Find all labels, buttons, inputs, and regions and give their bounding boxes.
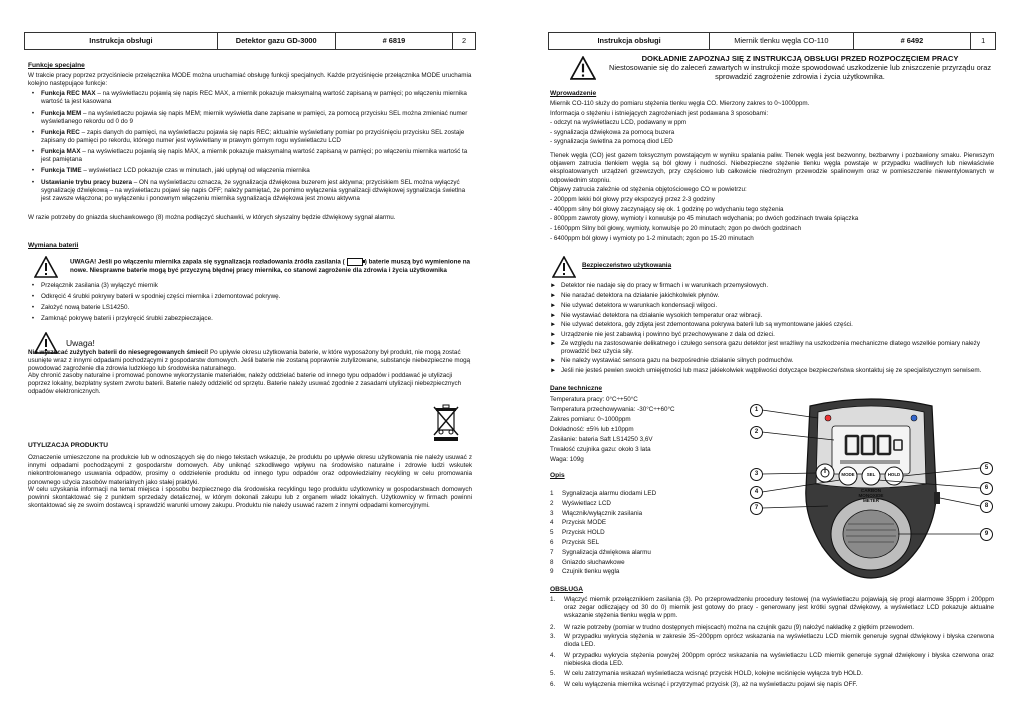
function-desc: – na wyświetlaczu pojawia się napis MEM; miernik wyświetla dane zapisane w pamięci, za pomocą przycisku SEL można zmieniać numer wyświetlanego rekordu od 0 do 9 (41, 110, 468, 126)
safety-item-text: Nie używać detektora w warunkach kondensacji wilgoci. (561, 302, 718, 309)
opis-number: 9 (550, 568, 554, 576)
bullet-icon: • (31, 179, 35, 186)
opis-number: 7 (550, 548, 554, 556)
top-warning-icon (570, 56, 596, 80)
obsluga-number: 3. (550, 633, 556, 640)
bullet-icon: • (31, 167, 35, 174)
function-item (28, 148, 472, 164)
safety-item (550, 302, 994, 310)
hold-button[interactable]: HOLD (887, 472, 901, 477)
arrow-bullet-icon: ► (550, 340, 557, 347)
header-title: Instrukcja obsługi (25, 33, 218, 49)
function-item (28, 129, 472, 145)
function-text (41, 129, 472, 145)
opis-number: 6 (550, 539, 554, 546)
opis-text: Przycisk HOLD (562, 529, 605, 537)
opis-number: 5 (550, 529, 554, 537)
header-page-number: 2 (462, 36, 467, 46)
function-text (41, 179, 472, 204)
battery-step (28, 282, 472, 290)
bullet-icon: • (31, 129, 35, 136)
obsluga-number: 6. (550, 681, 556, 688)
objawy-line: Objawy zatrucia zależnie od stężenia objętościowego CO w powietrzu: (550, 186, 747, 193)
opis-number: 8 (550, 558, 554, 566)
utylizacja-title: UTYLIZACJA PRODUKTU (28, 442, 108, 449)
function-desc: – na wyświetlaczu pojawią się napis REC MAX, a miernik pokazuje maksymalną wartość zapisaną w pamięci; po włączeniu miernika wartość ta jest kasowana (41, 90, 467, 106)
wymiana-warning-part-a: UWAGA! Jeśli po włączeniu miernika zapala się sygnalizacja rozładowania źródła zasilania ( (70, 258, 345, 266)
obsluga-number: 5. (550, 670, 556, 677)
wymiana-warning-part-b: ) baterie muszą być wymienione na nowe. Niesprawne baterie mogą być przyczyną błędnej pracy miernika, co stanowi zagrożenie dla zdrowia i życia użytkownika (70, 258, 471, 274)
opis-item (550, 500, 611, 508)
right-header (548, 32, 996, 50)
bullet-icon: • (31, 282, 35, 289)
arrow-bullet-icon: ► (550, 357, 557, 364)
arrow-bullet-icon: ► (550, 302, 557, 309)
header-page-number: 1 (981, 36, 986, 46)
uwaga-label: Uwaga! (66, 338, 95, 348)
header-code: # 6819 (336, 33, 454, 49)
header-product: Detektor gazu GD-3000 (218, 33, 336, 49)
objawy-line: - 1600ppm Silny ból głowy, wymioty, konwulsje po 20 minutach; zgon po dwóch godzinach (550, 225, 802, 233)
device-label-meter: METER (862, 498, 880, 504)
obsluga-text: W celu wyłączenia miernika wcisnąć i przytrzymać przycisk (3), aż na wyświetlaczu pojawi się napis OFF. (564, 681, 858, 688)
obsluga-item (550, 652, 994, 668)
opis-text: Wyświetlacz LCD (562, 499, 611, 507)
bezp-title: Bezpieczeństwo użytkowania (582, 262, 672, 269)
callout-5: 5 (980, 462, 993, 475)
callout-6: 6 (980, 482, 993, 495)
obsluga-text: W celu zatrzymania wskazań wyświetlacza wcisnąć przycisk HOLD, kolejne wciśnięcie wyłącza tryb HOLD. (564, 670, 863, 677)
arrow-bullet-icon: ► (550, 331, 557, 338)
safety-item (550, 357, 994, 365)
obsluga-text: Włączyć miernik przełącznikiem zasilania (3). Po przeprowadzeniu procedury testowej (na wyświetlaczu pojawiają się progi alarmowe 35ppm i 200ppm oraz zegar odliczający od 30 do 0) miernik jest gotowy do pracy - generowany jest krótki sygnał dźwiękowy, a wyświetlacz LCD pokazuje aktualne wskazanie stężenia tlenku węgla w ppm. (564, 596, 994, 620)
obsluga-text: W przypadku wykrycia stężenia powyżej 200ppm oprócz wskazania na wyświetlaczu LCD miernik generuje sygnał dźwiękowy i błyska czerwona oraz niebieska dioda LED. (564, 652, 994, 668)
function-text (41, 167, 472, 175)
objawy-line: - 200ppm lekki ból głowy przy ekspozycji przez 2-3 godziny (550, 195, 715, 203)
safety-item-text: Nie używać detektora, gdy zdjęta jest zdemontowana pokrywa baterii lub są wymontowane jakieś części. (561, 321, 853, 328)
left-header (24, 32, 476, 50)
safety-item (550, 367, 994, 375)
wprowadzenie-title: Wprowadzenie (550, 90, 597, 97)
callout-9: 9 (980, 528, 993, 541)
obsluga-title: OBSŁUGA (550, 586, 583, 593)
intro-line: - sygnalizacja dźwiękowa za pomocą buzera (550, 128, 675, 136)
top-warning-text: Niestosowanie się do zaleceń zawartych w instrukcji może spowodować uszkodzenie lub zniszczenie przyrządu oraz sprowadzić zagrożenie zdrowia i życia użytkownika. (608, 63, 992, 82)
obsluga-item (550, 670, 994, 678)
obsluga-item (550, 596, 994, 621)
safety-item-text: Nie narażać detektora na działanie jakichkolwiek płynów. (561, 292, 720, 299)
funkcje-title: Funkcje specjalne (28, 62, 85, 69)
battery-step (28, 315, 472, 323)
opis-item (550, 490, 656, 498)
safety-item-text: Nie wystawiać detektora na działanie wysokich temperatur oraz wibracji. (561, 312, 763, 319)
header-product: Miernik tlenku węgla CO-110 (710, 33, 853, 49)
callout-8: 8 (980, 500, 993, 513)
opis-text: Sygnalizacja alarmu diodami LED (562, 490, 657, 497)
header-code: # 6492 (854, 33, 972, 49)
safety-item-text: Detektor nie nadaje się do pracy w firmach i w warunkach przemysłowych. (561, 282, 769, 289)
battery-step-text: Przełącznik zasilania (3) wyłączyć miernik (41, 282, 158, 289)
intro-line: - odczyt na wyświetlaczu LCD, podawany w ppm (550, 119, 687, 127)
intro-line: Miernik CO-110 służy do pomiaru stężenia tlenku węgla CO. Mierzony zakres to 0~1000ppm. (550, 100, 810, 107)
funkcje-intro: W trakcie pracy poprzez przyciśniecie przełącznika MODE można uruchamiać obsługę funkcji specjalnych. Każde przyciśnięcie przełącznika MODE uruchamia kolejno następujące funkcje: (28, 72, 472, 88)
function-text (41, 110, 472, 126)
intro-line: Informacja o stężeniu i istniejących zagrożeniach jest podawana 3 sposobami: (550, 109, 769, 117)
sel-button[interactable]: SEL (866, 472, 876, 477)
opis-text: Przycisk MODE (562, 519, 607, 527)
battery-step-text: Założyć nową baterie LS14250. (41, 304, 130, 311)
battery-low-icon (347, 258, 363, 266)
function-desc: – wyświetlacz LCD pokazuje czas w minutach, jaki upłynął od włączenia miernika (81, 167, 310, 174)
uwaga-body: Po upływie okresu użytkowania baterie, w które wyposażony był produkt, nie mogą zostać usunięte wraz z innymi odpadami pochodzącymi z gospodarstw domowych. Jeśli baterie nie zostaną poprawnie zutylizowane, substancje niebezpieczne mogą powodować zagrożenie dla zdrowia ludzkiego lub środowiska naturalnego. (28, 349, 471, 373)
opis-item (550, 529, 605, 537)
bezp-warning-icon (552, 256, 576, 278)
opis-title: Opis (550, 472, 565, 479)
safety-item (550, 312, 994, 320)
opis-item (550, 549, 651, 557)
wymiana-warning (70, 258, 472, 275)
callout-4: 4 (750, 486, 763, 499)
function-item (28, 90, 472, 106)
function-name: Funkcja REC (41, 129, 80, 136)
function-name: Funkcja MAX (41, 148, 81, 155)
spec-line: Trwałość czujnika gazu: około 3 lata (550, 446, 651, 453)
bullet-icon: • (31, 148, 35, 155)
opis-number: 2 (550, 499, 554, 507)
opis-text: Przycisk SEL (562, 539, 600, 546)
warning-icon (34, 256, 58, 278)
safety-item-text: Nie należy wystawiać sensora gazu na bezpośrednie działanie silnych podmuchów. (561, 357, 794, 364)
spec-line: Zasilanie: bateria Saft LS14250 3,6V (550, 436, 653, 443)
uwaga-text2: Aby chronić zasoby naturalne i promować ponowne wykorzystanie materiałów, należy oddzielać baterie od innego typu odpadów i poddawać je utylizacji poprzez lokalny, bezpłatny system zwrotu baterii. Baterie należy oddzielić od sprzętu. Baterie należy usuwać zgodnie z zasadami utylizacji niebezpiecznych odpadów elektronicznych. (28, 372, 462, 396)
opis-item (550, 510, 642, 518)
function-name: Ustawianie trybu pracy buzera (41, 179, 132, 186)
function-desc: – na wyświetlaczu pojawią się napis MAX, a miernik pokazuje maksymalną wartość zapisaną w pamięci; po włączeniu miernika wartość ta jest pamiętana (41, 148, 468, 164)
function-text (41, 90, 472, 106)
utylizacja-text2: W celu uzyskania informacji na temat miejsca i sposobu bezpiecznego dla środowiska recyklingu tego produktu użytkownicy w gospodarstwach domowych powinni skontaktować się z punktem sprzedaży detalicznej, w którym dokonali zakupu lub z organem władz lokalnych. Użytkownicy w firmach powinni skontaktować się ze swoim dostawcą i sprawdzić warunki umowy zakupu. Produktu nie należy usuwać razem z innymi odpadami komercyjnymi. (28, 486, 472, 510)
callout-7: 7 (750, 502, 763, 515)
bullet-icon: • (31, 304, 35, 311)
function-text (41, 148, 472, 164)
device-illustration (748, 396, 994, 580)
opis-item (550, 568, 619, 576)
bullet-icon: • (31, 110, 35, 117)
top-warning-title: DOKŁADNIE ZAPOZNAJ SIĘ Z INSTRUKCJĄ OBSŁUGI PRZED ROZPOCZĘCIEM PRACY (641, 54, 959, 63)
function-item (28, 167, 472, 175)
safety-item (550, 282, 994, 290)
header-title: Instrukcja obsługi (549, 33, 710, 49)
arrow-bullet-icon: ► (550, 292, 557, 299)
function-item (28, 110, 472, 126)
arrow-bullet-icon: ► (550, 367, 557, 374)
obsluga-item (550, 633, 994, 649)
obsluga-number: 2. (550, 624, 556, 631)
function-name: Funkcja MEM (41, 110, 82, 117)
opis-number: 3 (550, 509, 554, 517)
safety-item (550, 292, 994, 300)
opis-item (550, 539, 599, 547)
arrow-bullet-icon: ► (550, 312, 557, 319)
spec-line: Dokładność: ±5% lub ±10ppm (550, 426, 634, 433)
opis-text: Gniazdo słuchawkowe (562, 558, 625, 566)
safety-item (550, 321, 994, 329)
bullet-icon: • (31, 90, 35, 97)
objawy-line: - 6400ppm ból głowy i wymioty po 1-2 minutach; zgon po 15-20 minutach (550, 235, 754, 242)
arrow-bullet-icon: ► (550, 282, 557, 289)
uwaga-bold: Nie wyrzucać zużytych baterii do niesegregowanych śmieci! (28, 349, 209, 356)
callout-1: 1 (750, 404, 763, 417)
safety-item-text: Urządzenie nie jest zabawką i powinno być przechowywane z dala od dzieci. (561, 331, 775, 338)
battery-step (28, 304, 472, 312)
device-label-monoxide: MONOXIDE (858, 493, 884, 499)
spec-line: Waga: 109g (550, 456, 584, 463)
utylizacja-text: Oznaczenie umieszczone na produkcie lub w odnoszących się do niego tekstach wskazuje, że produktu po upływie okresu użytkowania nie należy usuwać z innymi odpadami pochodzącymi z gospodarstw domowych. Aby uniknąć szkodliwego wpływu na środowisko naturalne i zdrowie ludzi wskutek niekontrolowanego usuwania odpadów, prosimy o oddzielenie produktu od innego typu odpadów oraz odpowiedzialny recykling w celu promowania ponownego użycia zasobów materialnych jako stałej praktyki. (28, 454, 472, 486)
function-desc: – zapis danych do pamięci, na wyświetlaczu pojawia się napis REC; aktualnie wyświetlany pomiar po przyciśnięciu przycisku SEL zostaje zapisany do pamięci po rekordu, którego numer jest wyświetlany w prawym górnym rogu wyświetlaczu LCD (41, 129, 465, 145)
objawy-line: - 800ppm zawroty głowy, wymioty i konwulsje po 45 minutach wdychania; po dwóch godzinach trwała śpiączka (550, 215, 859, 223)
safety-item (550, 331, 994, 339)
device-label-carbon: CARBON (860, 488, 882, 493)
spec-line: Temperatura pracy: 0°C÷+50°C (550, 396, 638, 403)
function-name: Funkcja TIME (41, 167, 82, 174)
battery-step-text: Zamknąć pokrywę baterii i przykręcić śrubki zabezpieczające. (41, 315, 213, 322)
opis-number: 4 (550, 519, 554, 527)
callout-2: 2 (750, 426, 763, 439)
callout-3: 3 (750, 468, 763, 481)
obsluga-number: 1. (550, 596, 556, 603)
obsluga-item (550, 681, 994, 689)
function-item (28, 179, 472, 204)
opis-text: Czujnik tlenku węgla (562, 568, 620, 576)
opis-number: 1 (550, 490, 554, 497)
function-name: Funkcja REC MAX (41, 90, 96, 97)
bullet-icon: • (31, 293, 35, 300)
uwaga-text (28, 349, 472, 374)
arrow-bullet-icon: ► (550, 321, 557, 328)
safety-item (550, 340, 994, 356)
mode-button[interactable]: MODE (841, 472, 855, 477)
tlenek-text: Tlenek węgla (CO) jest gazem toksycznym powstającym w wyniku spalania paliw. Tlenek węgla jest bezwonny, bezbarwny i pozbawiony smaku. Pierwszym objawem zatrucia tlenkiem węgla są ból głowy i nudności. Niebezpieczne stężenie tlenku węgla powstaje w przypadku wadliwych lub niewłaściwie eksploatowanych urządzeń grzewczych, przy częściowo lub całkowicie niedrożnym przewodzie spalinowym oraz w pomieszczenie niewentylowanych w odpowiednim stopniu. (550, 152, 994, 184)
wymiana-title: Wymiana baterii (28, 242, 79, 249)
spec-line: Zakres pomiaru: 0~1000ppm (550, 416, 631, 423)
obsluga-number: 4. (550, 652, 556, 659)
device-brand-label (844, 488, 898, 503)
weee-bin-icon (432, 404, 460, 442)
headphones-note: W razie potrzeby do gniazda słuchawkowego (8) można podłączyć słuchawki, w których słyszalny będzie dźwiękowy sygnał alarmu. (28, 214, 396, 221)
opis-text: Włącznik/wyłącznik zasilania (562, 509, 643, 517)
function-desc: – ON na wyświetlaczu oznacza, że sygnalizacja dźwiękowa buzerem jest aktywna; przyciskiem SEL można wyłączyć sygnalizację dźwiękową – na wyświetlaczu pojawi się napis OFF; należy pamiętać, że pomimo wyłączenia sygnalizacji dźwiękowej sygnalizacja świetlna jest zawsze włączona; po wyłączeniu i ponownym włączeniu miernika sygnalizacja dźwiękowa jest znowu aktywna (41, 179, 466, 203)
dane-title: Dane techniczne (550, 385, 603, 392)
opis-item (550, 519, 606, 527)
safety-item-text: Jeśli nie jesteś pewien swoich umiejętności lub masz jakiekolwiek wątpliwości dotyczące bezpieczeństwa skontaktuj się ze specjalistycznym serwisem. (561, 367, 982, 374)
obsluga-item (550, 624, 994, 632)
battery-step-text: Odkręcić 4 śrubki pokrywy baterii w spodniej części miernika i zdemontować pokrywę. (41, 293, 281, 300)
bullet-icon: • (31, 315, 35, 322)
battery-step (28, 293, 472, 301)
spec-line: Temperatura przechowywania: -30°C÷+60°C (550, 406, 675, 413)
intro-line: - sygnalizacja świetlna za pomocą diod LED (550, 138, 673, 146)
obsluga-text: W razie potrzeby (pomiar w trudno dostępnych miejscach) można na czujnik gazu (9) nałożyć nakładkę z giętkim przewodem. (564, 624, 914, 631)
opis-item (550, 559, 625, 567)
objawy-line: - 400ppm silny ból głowy zaczynający się ok. 1 godzinę po wdychaniu tego stężenia (550, 205, 784, 213)
obsluga-text: W przypadku wykrycia stężenia w zakresie 35~200ppm oprócz wskazania na wyświetlaczu LCD miernik generuje sygnał dźwiękowy i błyska czerwona dioda LED. (564, 633, 994, 649)
opis-text: Sygnalizacja dźwiękowa alarmu (562, 548, 651, 556)
safety-item-text: Ze względu na zastosowanie delikatnego i czułego sensora gazu detektor jest wrażliwy na uszkodzenia mechaniczne dlatego wszelkie pomiary należy prowadzić bez użycia siły. (561, 340, 980, 356)
